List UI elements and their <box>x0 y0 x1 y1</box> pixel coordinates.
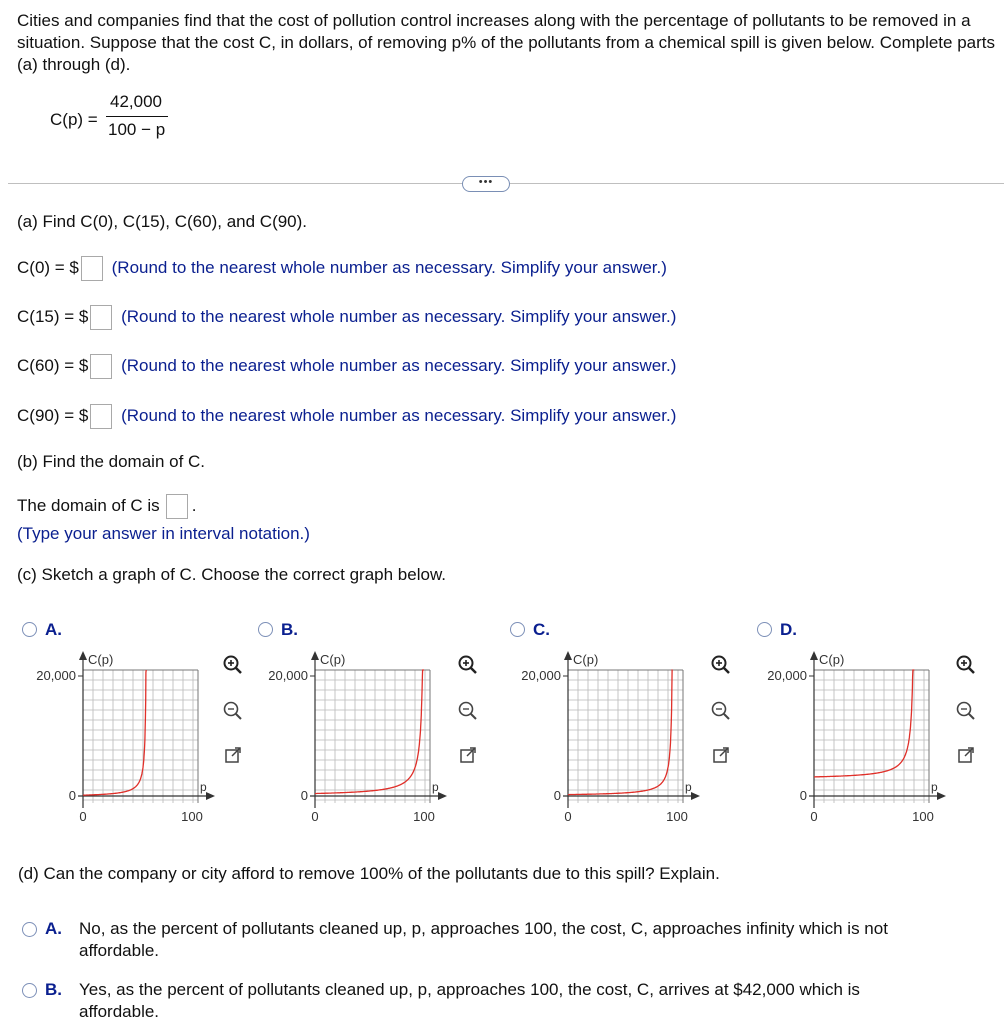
y-axis-label: C(p) <box>88 652 114 667</box>
answer-hint: (Round to the nearest whole number as necessary. Simplify your answer.) <box>121 307 677 326</box>
graph-d-svg <box>749 648 949 833</box>
y-axis-label: C(p) <box>573 652 599 667</box>
y-tick-label: 20,000 <box>521 668 561 683</box>
x-zero-label: 0 <box>79 809 87 824</box>
x-axis-arrow <box>937 792 946 800</box>
answer-row-c15 <box>17 304 676 330</box>
answer-input-c0[interactable] <box>81 256 103 281</box>
x-tick-label: 100 <box>181 809 203 824</box>
answer-row-c0 <box>17 255 667 281</box>
graph-option-c-radio[interactable] <box>510 622 525 637</box>
graph-c-svg <box>503 648 703 833</box>
zoom-out-icon[interactable] <box>457 700 479 722</box>
graph-option-c-label[interactable]: C. <box>533 620 550 639</box>
y-axis-arrow <box>311 651 319 660</box>
graph-option-d-label[interactable]: D. <box>780 620 797 639</box>
zoom-in-icon[interactable] <box>955 654 977 676</box>
zoom-out-icon[interactable] <box>222 700 244 722</box>
graph-d <box>749 648 949 833</box>
y-tick-label: 20,000 <box>767 668 807 683</box>
zoom-in-icon[interactable] <box>457 654 479 676</box>
x-tick-label: 100 <box>912 809 934 824</box>
formula-lhs: C(p) = <box>50 110 98 129</box>
choice-a-label[interactable]: A. <box>45 919 62 938</box>
zoom-in-icon[interactable] <box>710 654 732 676</box>
answer-label: C(60) = $ <box>17 356 89 375</box>
answer-label: C(15) = $ <box>17 307 89 326</box>
show-more-button[interactable]: ••• <box>462 176 510 192</box>
graph-c <box>503 648 703 833</box>
graph-grid <box>568 670 683 803</box>
x-tick-label: 100 <box>413 809 435 824</box>
x-axis-arrow <box>691 792 700 800</box>
x-axis-arrow <box>438 792 447 800</box>
domain-prefix: The domain of C is <box>17 496 160 515</box>
x-axis-label: p <box>685 780 692 794</box>
choice-a-text[interactable] <box>79 918 989 962</box>
y-zero-label: 0 <box>553 788 561 803</box>
graph-grid <box>83 670 198 803</box>
expand-icon[interactable] <box>222 744 244 766</box>
answer-row-c60 <box>17 353 676 379</box>
graph-a-svg <box>18 648 218 833</box>
graph-b-svg <box>250 648 450 833</box>
domain-suffix: . <box>191 496 197 515</box>
y-zero-label: 0 <box>68 788 76 803</box>
curve-a <box>83 670 146 795</box>
answer-hint: (Round to the nearest whole number as necessary. Simplify your answer.) <box>111 258 667 277</box>
zoom-in-icon[interactable] <box>222 654 244 676</box>
answer-hint: (Round to the nearest whole number as necessary. Simplify your answer.) <box>121 406 677 425</box>
part-b-heading: (b) Find the domain of C. <box>17 452 206 471</box>
domain-input[interactable] <box>166 494 188 519</box>
y-axis-label: C(p) <box>320 652 346 667</box>
graph-option-d-radio[interactable] <box>757 622 772 637</box>
graph-option-b-label[interactable]: B. <box>281 620 298 639</box>
x-axis-label: p <box>931 780 938 794</box>
y-axis-arrow <box>79 651 87 660</box>
expand-icon[interactable] <box>457 744 479 766</box>
choice-b-label[interactable]: B. <box>45 980 62 999</box>
answer-input-c60[interactable] <box>90 354 112 379</box>
x-axis-label: p <box>200 780 207 794</box>
choice-b-line-2: affordable. <box>79 1002 160 1021</box>
x-tick-label: 100 <box>666 809 688 824</box>
choice-b-radio[interactable] <box>22 983 37 998</box>
answer-row-c90 <box>17 403 676 429</box>
zoom-out-icon[interactable] <box>955 700 977 722</box>
choice-b-line-1: Yes, as the percent of pollutants cleaned up, p, approaches 100, the cost, C, arrives at $42,000 which is <box>79 980 860 999</box>
curve-c <box>568 670 673 795</box>
answer-label: C(90) = $ <box>17 406 89 425</box>
choice-a-line-2: affordable. <box>79 941 160 960</box>
graph-option-a-label[interactable]: A. <box>45 620 62 639</box>
answer-label: C(0) = $ <box>17 258 79 277</box>
expand-icon[interactable] <box>710 744 732 766</box>
problem-statement: Cities and companies find that the cost of pollution control increases along with the percentage of pollutants to be removed in a situation. Suppose that the cost C, in dollars, of removing p% of the pollutants from a chemical spill is given below. Complete parts (a) through (d). <box>17 11 995 74</box>
answer-input-c15[interactable] <box>90 305 112 330</box>
formula-denominator: 100 − p <box>108 120 166 139</box>
choice-a-radio[interactable] <box>22 922 37 937</box>
y-tick-label: 20,000 <box>268 668 308 683</box>
zoom-out-icon[interactable] <box>710 700 732 722</box>
fraction-bar <box>106 116 168 117</box>
y-axis-arrow <box>564 651 572 660</box>
part-a-heading: (a) Find C(0), C(15), C(60), and C(90). <box>17 212 308 231</box>
domain-row <box>17 493 196 519</box>
graph-grid <box>315 670 430 803</box>
x-zero-label: 0 <box>311 809 319 824</box>
graph-option-b-radio[interactable] <box>258 622 273 637</box>
choice-b-text[interactable] <box>79 979 989 1023</box>
graph-a <box>18 648 218 833</box>
y-axis-label: C(p) <box>819 652 845 667</box>
y-tick-label: 20,000 <box>36 668 76 683</box>
answer-hint: (Round to the nearest whole number as necessary. Simplify your answer.) <box>121 356 677 375</box>
y-zero-label: 0 <box>300 788 308 803</box>
x-axis-label: p <box>432 780 439 794</box>
x-axis-arrow <box>206 792 215 800</box>
formula-numerator: 42,000 <box>110 92 162 111</box>
graph-b <box>250 648 450 833</box>
part-c-heading: (c) Sketch a graph of C. Choose the correct graph below. <box>17 565 447 584</box>
part-d-heading: (d) Can the company or city afford to remove 100% of the pollutants due to this spill? Explain. <box>18 864 720 883</box>
x-zero-label: 0 <box>810 809 818 824</box>
answer-input-c90[interactable] <box>90 404 112 429</box>
y-zero-label: 0 <box>799 788 807 803</box>
curve-b <box>315 670 424 794</box>
y-axis-arrow <box>810 651 818 660</box>
domain-hint: (Type your answer in interval notation.) <box>17 524 310 543</box>
x-zero-label: 0 <box>564 809 572 824</box>
expand-icon[interactable] <box>955 744 977 766</box>
graph-option-a-radio[interactable] <box>22 622 37 637</box>
choice-a-line-1: No, as the percent of pollutants cleaned up, p, approaches 100, the cost, C, approaches infinity which is not <box>79 919 888 938</box>
